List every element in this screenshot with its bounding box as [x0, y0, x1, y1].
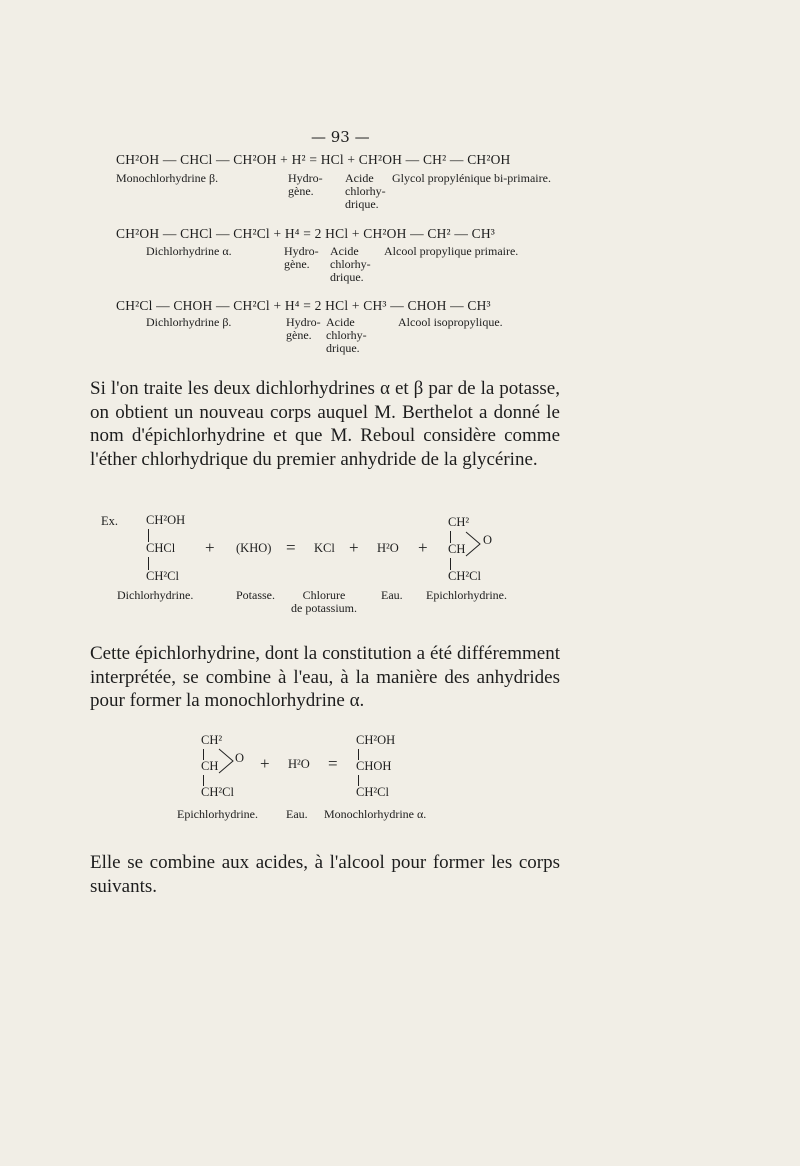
scheme-2-water: H²O: [288, 757, 310, 771]
scheme-1-label-dichlorhydrine: Dichlorhydrine.: [117, 588, 194, 602]
reaction-3-equation: CH²Cl — CHOH — CH²Cl + H⁴ = 2 HCl + CH³ — CHOH — CH³: [116, 298, 491, 313]
reaction-2-equation: CH²OH — CHCl — CH²Cl + H⁴ = 2 HCl + CH²OH — CH² — CH³: [116, 226, 496, 241]
reaction-3-reactant-label: Dichlorhydrine β.: [146, 315, 232, 329]
reaction-3-acid-label: Acide chlorhy- drique.: [326, 315, 367, 355]
reaction-2-reactant-label: Dichlorhydrine α.: [146, 244, 232, 258]
reaction-1-product-label: Glycol propylénique bi-primaire.: [392, 171, 551, 185]
scheme-2-mono-line-3: CH²Cl: [356, 785, 389, 799]
scheme-2-mono-line-2: CHOH: [356, 759, 392, 773]
scheme-1-label-eau: Eau.: [381, 588, 403, 602]
scheme-2-equals: =: [328, 754, 338, 773]
scheme-1-label-potasse: Potasse.: [236, 588, 275, 602]
scheme-2-label-monochlorhydrine: Monochlorhydrine α.: [324, 807, 427, 821]
epoxide-bridge: [466, 532, 482, 558]
reaction-1-hydrogen-label: Hydro- gène.: [288, 171, 323, 198]
paragraph-epichlorhydrine-intro: Si l'on traite les deux dichlorhydrines α et β par de la potasse, on obtient un nouveau corps auquel M. Berthelot a donné le nom d'épichlorhydrine et que M. Reboul considère comme l'éther chlorhydrique du premier anhydride de la glycérine.: [90, 378, 560, 470]
paragraph-combination-acids: Elle se combine aux acides, à l'alcool pour former les corps suivants.: [90, 852, 560, 897]
scheme-2-epi-line-3: CH²Cl: [201, 785, 234, 799]
paragraph-epichlorhydrine-water: Cette épichlorhydrine, dont la constitution a été différemment interprétée, se combine à l'eau, à la manière des anhydrides pour former la monochlorhydrine α.: [90, 643, 560, 711]
scheme-1-prefix: Ex.: [101, 514, 119, 528]
scheme-2-epi-line-2: CH: [201, 759, 219, 773]
scheme-1-epi-line-2: CH: [448, 542, 466, 556]
scheme-1-dichlor-line-3: CH²Cl: [146, 569, 179, 583]
scheme-1-epi-line-3: CH²Cl: [448, 569, 481, 583]
reaction-1-equation: CH²OH — CHCl — CH²OH + H² = HCl + CH²OH — CH² — CH²OH: [116, 152, 511, 167]
scheme-1-label-chlorure: Chlorure de potassium.: [291, 588, 357, 615]
scheme-2-plus: +: [260, 754, 270, 773]
scheme-1-plus-1: +: [205, 538, 215, 557]
reaction-3-hydrogen-label: Hydro- gène.: [286, 315, 321, 342]
reaction-2-hydrogen-label: Hydro- gène.: [284, 244, 319, 271]
scheme-1-dichlor-line-1: CH²OH: [146, 513, 186, 527]
epoxide-bridge: [219, 749, 235, 775]
scheme-1-oxygen: O: [483, 533, 493, 547]
scheme-2-label-eau: Eau.: [286, 807, 308, 821]
reaction-1-reactant-label: Monochlorhydrine β.: [116, 171, 219, 185]
scheme-1-kcl: KCl: [314, 541, 335, 555]
scheme-1-label-epichlorhydrine: Epichlorhydrine.: [426, 588, 507, 602]
reaction-2-acid-label: Acide chlorhy- drique.: [330, 244, 371, 284]
reaction-1-acid-label: Acide chlorhy- drique.: [345, 171, 386, 211]
scheme-1-plus-2: +: [349, 538, 359, 557]
scheme-2-epi-line-1: CH²: [201, 733, 223, 747]
scheme-1-plus-3: +: [418, 538, 428, 557]
scheme-2-label-epichlorhydrine: Epichlorhydrine.: [177, 807, 258, 821]
scheme-1-kho: (KHO): [236, 541, 272, 555]
scheme-2-mono-line-1: CH²OH: [356, 733, 396, 747]
reaction-3-product-label: Alcool isopropylique.: [398, 315, 503, 329]
scheme-1-water: H²O: [377, 541, 399, 555]
scheme-1-dichlor-line-2: CHCl: [146, 541, 176, 555]
scheme-2-oxygen: O: [235, 751, 245, 765]
scheme-1-equals: =: [286, 538, 296, 557]
scheme-1-epi-line-1: CH²: [448, 515, 470, 529]
reaction-2-product-label: Alcool propylique primaire.: [384, 244, 519, 258]
page-number: — 93 —: [311, 128, 370, 146]
